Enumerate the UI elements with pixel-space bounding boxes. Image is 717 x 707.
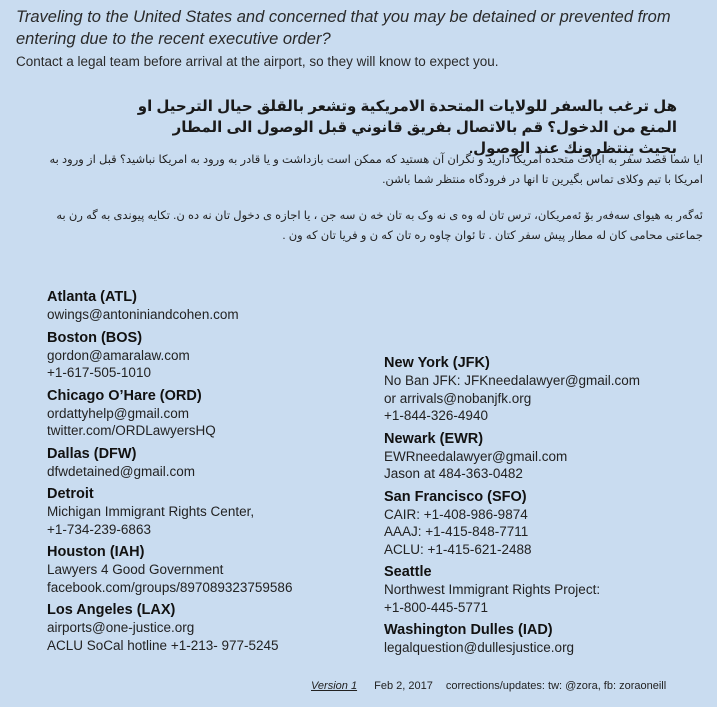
airport-name: Detroit bbox=[47, 486, 94, 502]
airport-name: Los Angeles (LAX) bbox=[47, 602, 176, 618]
airport-entry bbox=[47, 485, 367, 538]
contact-line: owings@antoniniandcohen.com bbox=[47, 307, 239, 322]
contact-line: twitter.com/ORDLawyersHQ bbox=[47, 423, 216, 438]
contact-line: +1-800-445-5771 bbox=[384, 599, 488, 615]
airport-name: Boston (BOS) bbox=[47, 329, 143, 346]
contact-line: +1-617-505-1010 bbox=[47, 365, 151, 380]
airport-name: Dallas (DFW) bbox=[47, 445, 137, 462]
contact-line: No Ban JFK: JFKneedalawyer@gmail.com bbox=[384, 373, 641, 388]
contact-line: dfwdetained@gmail.com bbox=[47, 463, 196, 479]
airport-name: Atlanta (ATL) bbox=[47, 289, 137, 305]
airport-entry bbox=[47, 445, 367, 481]
contact-line: airports@one-justice.org bbox=[47, 620, 195, 635]
contact-line: Lawyers 4 Good Government bbox=[47, 562, 224, 577]
persian-translation: ایا شما قصد سفر به ایالات متحده آمریکا دارید و نگران آن هستید که ممکن است بازداشت و یا قادر به ورود به امریکا نباشید؟ قبل از ورود به امریکا با تیم وکلای تماس بگیرین تا انها در فرودگاه منتظر شما باشن. bbox=[49, 154, 703, 186]
airport-entry bbox=[47, 543, 367, 596]
airport-entry bbox=[47, 601, 367, 654]
contact-line: Michigan Immigrant Rights Center, bbox=[47, 504, 255, 519]
intro-title: Traveling to the United States and concerned that you may be detained or prevented from entering due to the recent executive order? bbox=[16, 8, 671, 48]
airport-entry bbox=[384, 430, 704, 483]
contact-line: +1-844-326-4940 bbox=[384, 408, 488, 423]
contact-line: Northwest Immigrant Rights Project: bbox=[384, 582, 601, 597]
airport-name: Chicago O’Hare (ORD) bbox=[47, 387, 202, 404]
airport-name: Houston (IAH) bbox=[47, 544, 145, 560]
contacts-right-column bbox=[384, 354, 704, 662]
airport-name: New York (JFK) bbox=[384, 355, 490, 371]
contact-line: gordon@amaralaw.com bbox=[47, 347, 190, 363]
airport-entry bbox=[384, 488, 704, 559]
airport-entry bbox=[47, 387, 367, 440]
footer-credits: corrections/updates: tw: @zora, fb: zoraoneill bbox=[445, 680, 667, 692]
contact-line: CAIR: +1-408-986-9874 bbox=[384, 506, 528, 522]
airport-name: San Francisco (SFO) bbox=[384, 488, 527, 505]
contact-line: ordattyhelp@gmail.com bbox=[47, 405, 190, 421]
intro-subtitle: Contact a legal team before arrival at the airport, so they will know to expect you. bbox=[16, 54, 499, 69]
kurdish-translation: ئەگەر بە هیوای سەفەر بۆ ئەمریکان، ترس تان لە وە ی نە وک بە تان خە ن سە جن ، یا اجازه ی دخول تان نە دە ن. تکایە پیوندی بە گە رن بە جماعتی محامی کان لە مطار پیش سفر کتان . تا ئوان چاوە رە تان کە ن و فریا تان کە ون . bbox=[56, 210, 703, 242]
contact-line: ACLU: +1-415-621-2488 bbox=[384, 541, 532, 557]
contact-line: EWRneedalawyer@gmail.com bbox=[384, 448, 568, 464]
airport-entry bbox=[47, 329, 367, 382]
footer bbox=[311, 680, 666, 692]
contacts-left-column bbox=[47, 288, 367, 659]
contact-line: Jason at 484-363-0482 bbox=[384, 466, 523, 481]
arabic-translation: هل ترغب بالسفر للولايات المتحدة الامريكية وتشعر بالقلق حيال الترحيل او المنع من الدخول؟ قم بالاتصال بفريق قانوني قبل الوصول الى المطار بحيث ينتظرونك عند الوصول. bbox=[137, 98, 677, 157]
version-link[interactable]: Version 1 bbox=[311, 680, 358, 692]
contact-line: facebook.com/groups/897089323759586 bbox=[47, 579, 293, 595]
footer-date: Feb 2, 2017 bbox=[374, 680, 433, 692]
contact-line: ACLU SoCal hotline +1-213- 977-5245 bbox=[47, 637, 279, 653]
airport-name: Newark (EWR) bbox=[384, 430, 484, 447]
contact-line: AAAJ: +1-415-848-7711 bbox=[384, 524, 529, 539]
intro-section bbox=[16, 6, 706, 69]
airport-entry bbox=[384, 621, 704, 657]
contact-line: legalquestion@dullesjustice.org bbox=[384, 640, 575, 655]
airport-entry bbox=[384, 354, 704, 425]
contact-line: +1-734-239-6863 bbox=[47, 521, 151, 537]
airport-entry bbox=[384, 563, 704, 616]
airport-name: Seattle bbox=[384, 564, 432, 580]
airport-entry bbox=[47, 288, 367, 324]
airport-name: Washington Dulles (IAD) bbox=[384, 622, 553, 638]
contact-line: or arrivals@nobanjfk.org bbox=[384, 390, 532, 406]
